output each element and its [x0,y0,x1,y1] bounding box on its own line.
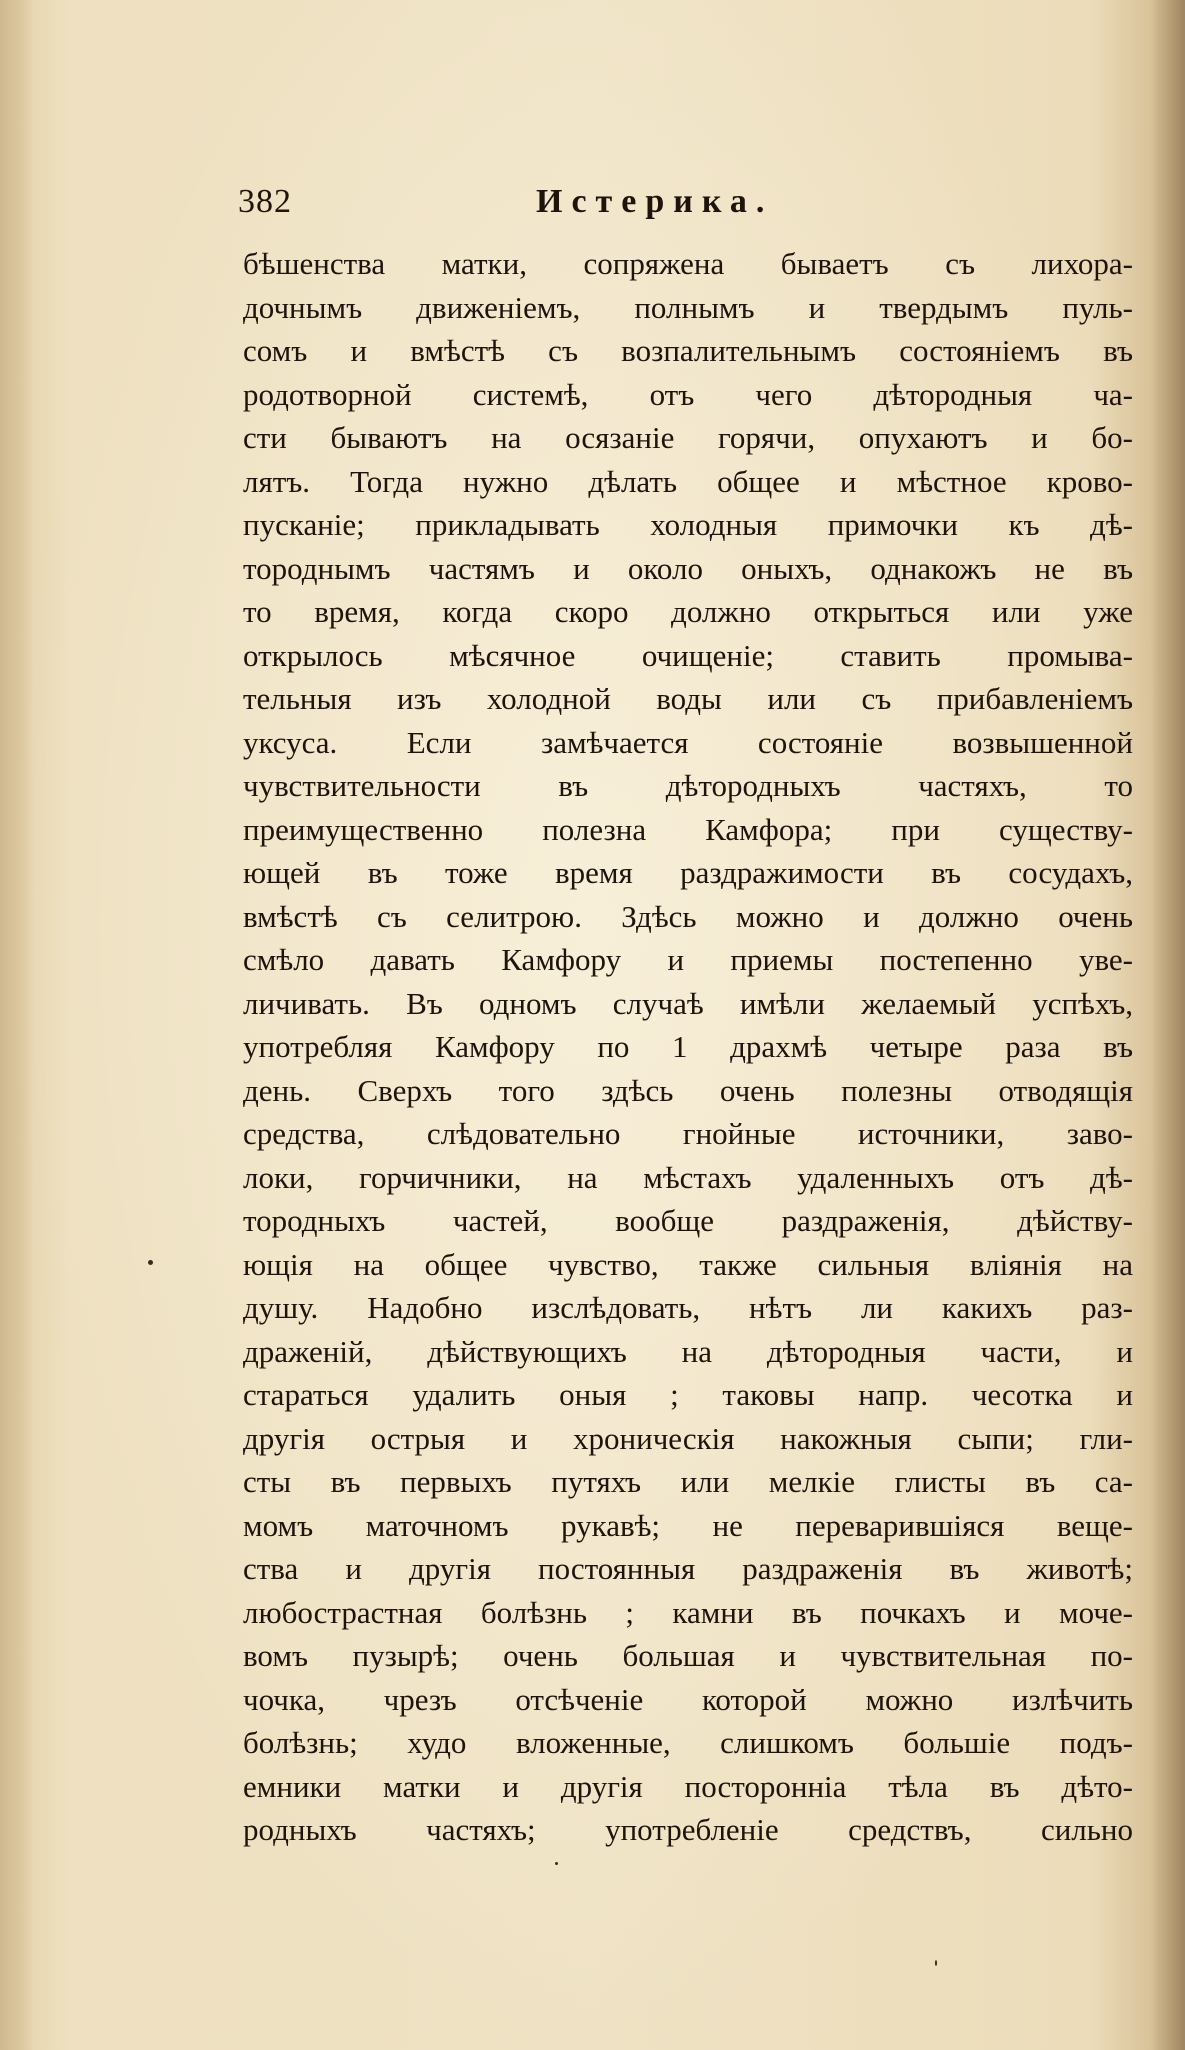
text-line: любострастная болѣзнь ; камни въ почкахъ и моче- [243,1594,1133,1630]
text-line: душу. Надобно изслѣдовать, нѣтъ ли какихъ раз- [243,1290,1133,1325]
text-line: ющей въ тоже время раздражимости въ сосудахъ, [243,855,1133,890]
text-line: тороднымъ частямъ и около оныхъ, однакожъ не въ [243,550,1133,586]
text-line: ства и другія постоянныя раздраженія въ животѣ; [243,1551,1133,1586]
text-line: родныхъ частяхъ; употребленіе средствъ, сильно [243,1812,1133,1847]
text-line: сти бываютъ на осязаніе горячи, опухаютъ и бо- [243,420,1133,455]
text-line: драженій, дѣйствующихъ на дѣтородныя части, и [243,1333,1133,1369]
text-line: вмѣстѣ съ селитрою. Здѣсь можно и должно очень [243,898,1133,934]
text-line: день. Сверхъ того здѣсь очень полезны отводящія [243,1072,1133,1108]
text-line: открылось мѣсячное очищеніе; ставить промыва- [243,637,1133,673]
text-line: локи, горчичники, на мѣстахъ удаленныхъ отъ дѣ- [243,1159,1133,1195]
ink-speck [935,1960,937,1966]
text-line: болѣзнь; худо вложенные, слишкомъ большіе подъ- [243,1725,1133,1760]
text-line: смѣло давать Камфору и приемы постепенно уве- [243,942,1133,977]
text-line: лятъ. Тогда нужно дѣлать общее и мѣстное крово- [243,463,1133,499]
ink-speck [148,1260,153,1265]
text-line: чочка, чрезъ отсѣченіе которой можно излѣчить [243,1681,1133,1717]
text-line: чувствительности въ дѣтородныхъ частяхъ, то [243,768,1133,803]
text-line: сомъ и вмѣстѣ съ возпалительнымъ состояніемъ въ [243,333,1133,368]
text-line: ющія на общее чувство, также сильныя вліянія на [243,1246,1133,1282]
text-line: стараться удалить оныя ; таковы напр. чесотка и [243,1377,1133,1412]
page-number: 382 [238,183,292,220]
text-line: личивать. Въ одномъ случаѣ имѣли желаемый успѣхъ, [243,985,1133,1021]
text-line: тельныя изъ холодной воды или съ прибавленіемъ [243,681,1133,716]
text-line: средства, слѣдовательно гнойные источники, заво- [243,1116,1133,1151]
text-line: преимущественно полезна Камфора; при существу- [243,811,1133,847]
text-line: емники матки и другія посторонніа тѣла въ дѣто- [243,1768,1133,1804]
text-line: уксуса. Если замѣчается состояніе возвышенной [243,724,1133,760]
page-header [238,183,838,233]
text-line: бѣшенства матки, сопряжена бываетъ съ лихора- [243,246,1133,281]
page-left-edge [0,0,34,2050]
body-text [243,242,1133,1852]
text-line: вомъ пузырѣ; очень большая и чувствительная по- [243,1638,1133,1673]
text-line: момъ маточномъ рукавѣ; не переварившіяся веще- [243,1507,1133,1543]
ink-speck [555,1862,558,1865]
text-line: другія острыя и хроническія накожныя сыпи; гли- [243,1420,1133,1456]
running-head: Истерика. [536,183,774,220]
text-line: тородныхъ частей, вообще раздраженія, дѣйству- [243,1203,1133,1238]
text-line: то время, когда скоро должно открыться или уже [243,594,1133,629]
text-line: употребляя Камфору по 1 драхмѣ четыре раза въ [243,1029,1133,1064]
text-line: пусканіе; прикладывать холодныя примочки къ дѣ- [243,507,1133,542]
text-line: дочнымъ движеніемъ, полнымъ и твердымъ пуль- [243,289,1133,325]
text-line: родотворной системѣ, отъ чего дѣтородныя ча- [243,376,1133,412]
page-right-edge [1151,0,1185,2050]
text-line: сты въ первыхъ путяхъ или мелкіе глисты въ са- [243,1464,1133,1499]
